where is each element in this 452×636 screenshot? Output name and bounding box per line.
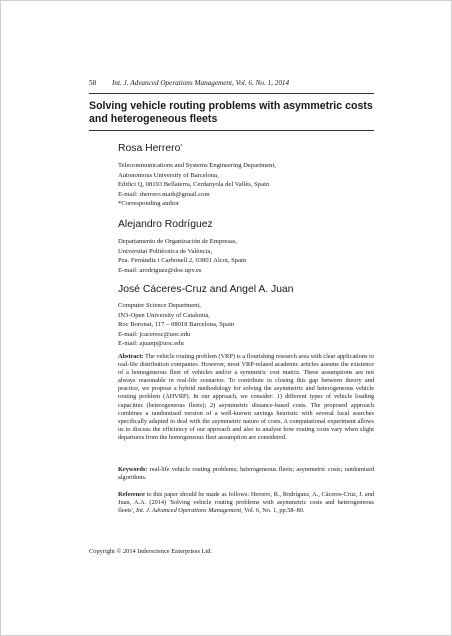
reference-note: Reference to this paper should be made as follows: Herrero, R., Rodríguez, A., Cáceres-Cruz, J. and Juan, A.A. (2014) 'Solving vehicle routing problems with asymmetric costs and heterogeneous fleets', Int. J. Advanced Operations Management, Vol. 6, No. 1, pp.58–80. (118, 491, 374, 515)
author-name: Alejandro Rodríguez (118, 219, 213, 230)
author-affiliation: Departamento de Organización de Empresas, Universitat Politècnica de València, Pza. Ferrándiz i Carbonell 2, 03801 Alcoi, Spain E-mail: arodriguez@doe.upv.es (118, 238, 247, 274)
keywords: Keywords: real-life vehicle routing problems; heterogeneous fleets; asymmetric costs; randomised algorithms. (118, 466, 375, 482)
header-rule (89, 93, 374, 94)
author-affiliation: Computer Science Department, IN3-Open University of Catalonia, Roc Boronat, 117 – 08018 Barcelona, Spain E-mail: jcaceresc@uoc.edu E-mail: ajuanp@uoc.edu (118, 302, 235, 348)
abstract: Abstract: The vehicle routing problem (VRP) is a flourishing research area with clear applications to real-life distribution companies. However, most VRP-related academic articles assume the existence of a homogeneous fleet of vehicles and/or a symmetric cost matrix. These assumptions are not always reasonable in real-life scenarios. To contribute in closing this gap between theory and practice, we propose a hybrid methodology for solving the asymmetric and heterogeneous vehicle routing problem (AHVRP). In our approach, we consider: 1) different types of vehicle loading capacities (heterogeneous fleets); 2) asymmetric distance-based costs. The proposed approach combines a randomised version of a well-known savings heuristic with several local searches specifically adapted to deal with the asymmetric nature of costs. A computational experiment allows us to discuss the efficiency of our approach and also to analyse how routing costs vary when slight departures from the homogeneous fleet assumption are considered. (118, 353, 374, 441)
author-name: José Cáceres-Cruz and Angel A. Juan (118, 284, 294, 295)
paper-title: Solving vehicle routing problems with asymmetric costs and heterogeneous fleets (89, 100, 373, 125)
page-number: 58 (89, 79, 97, 87)
running-header (89, 79, 412, 87)
copyright: Copyright © 2014 Inderscience Enterprises Ltd. (89, 548, 213, 555)
title-rule (89, 130, 374, 131)
journal-citation: Int. J. Advanced Operations Management, Vol. 6, No. 1, 2014 (111, 79, 290, 87)
author-name: Rosa Herrero* (118, 143, 183, 154)
author-affiliation: Telecommunications and Systems Engineering Department, Autonomous University of Barcelona, Edifici Q, 08193 Bellaterra, Cerdanyola del Vallès, Spain E-mail: rherrero.math@gmail.com *Corresponding author (118, 162, 276, 208)
